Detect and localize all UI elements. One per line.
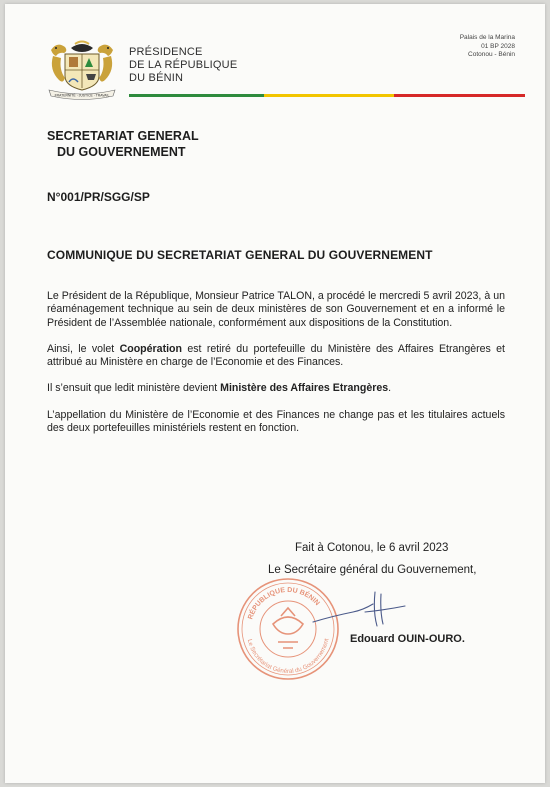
paragraph-text: Il s’ensuit que ledit ministère devient	[47, 382, 221, 395]
presidence-line: PRÉSIDENCE	[129, 46, 203, 58]
address-block	[460, 34, 515, 60]
benin-coat-of-arms-logo	[45, 38, 119, 102]
address-line: Palais de la Marina	[459, 34, 515, 41]
issuer-title-line: SECRETARIAT GENERAL	[47, 129, 199, 143]
stamp-bottom-text: Le Secrétariat Général du Gouvernement	[245, 638, 331, 676]
paragraph: Le Président de la République, Monsieur Patrice TALON, a procédé le mercredi 5 avril 2023, à un réaménagement technique au sein de deux ministères de son Gouvernement et en a informé le Président de l’Assemblée nationale, conformément aux dispositions de la Constitution.	[47, 290, 505, 329]
paragraph-bold-text: Coopération	[119, 342, 182, 355]
presidence-line: DE LA RÉPUBLIQUE	[129, 59, 238, 71]
flag-red-stripe	[394, 94, 525, 97]
place-date: Fait à Cotonou, le 6 avril 2023	[295, 542, 449, 554]
address-line: 01 BP 2028	[481, 42, 515, 50]
paragraph-bold-text: Ministère des Affaires Etrangères	[220, 382, 389, 395]
communique-body	[47, 290, 505, 448]
signatory-name: Edouard OUIN-OURO.	[350, 633, 465, 645]
flag-color-bar	[129, 94, 525, 97]
paragraph	[47, 343, 505, 370]
document-page	[5, 4, 545, 783]
paragraph	[47, 382, 505, 395]
issuer-title	[47, 128, 199, 160]
flag-green-stripe	[129, 94, 264, 97]
presidence-block	[129, 46, 237, 85]
stamp-top-text: RÉPUBLIQUE DU BÉNIN	[247, 586, 321, 621]
flag-yellow-stripe	[264, 94, 395, 97]
reference-number: N°001/PR/SGG/SP	[47, 190, 150, 204]
paragraph-text: est retiré du portefeuille du Ministère des Affaires Etrangères et attribué au Ministère en charge de l’Economie et des Finances.	[47, 342, 506, 369]
paragraph: L’appellation du Ministère de l’Economie et des Finances ne change pas et les titulaires actuels des deux portefeuilles ministériels restent en fonction.	[47, 408, 505, 435]
signatory-title: Le Secrétaire général du Gouvernement,	[268, 564, 477, 576]
logo-motto-text: FRATERNITÉ · JUSTICE · TRAVAIL	[54, 93, 110, 98]
paragraph-text: Ainsi, le volet	[47, 342, 120, 355]
address-line: Cotonou - Bénin	[468, 51, 515, 58]
presidence-line: DU BÉNIN	[129, 72, 184, 84]
issuer-title-line: DU GOUVERNEMENT	[57, 145, 186, 159]
communique-heading: COMMUNIQUE DU SECRETARIAT GENERAL DU GOUVERNEMENT	[47, 248, 433, 262]
paragraph-text: .	[388, 382, 392, 395]
